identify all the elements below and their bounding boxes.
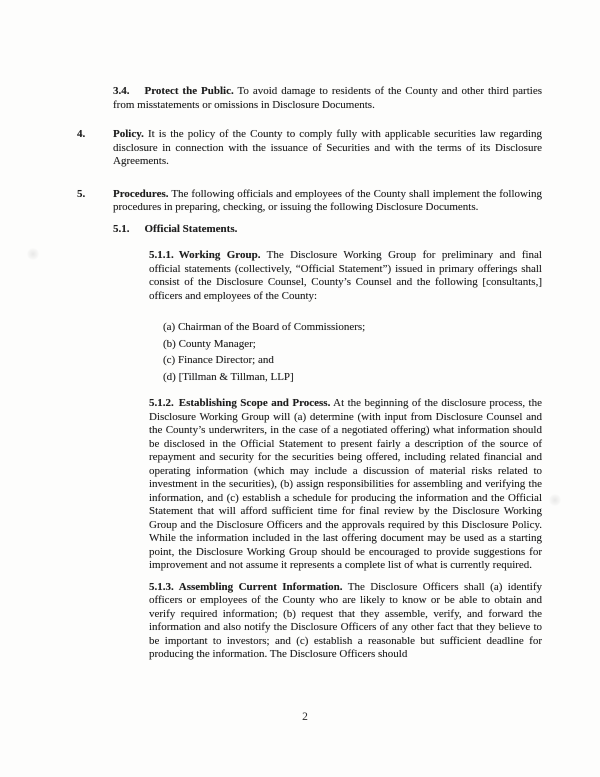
list-item: (c) Finance Director; and	[163, 354, 274, 366]
document-content	[0, 85, 600, 662]
section-5-1-3-title: Assembling Current Information.	[178, 580, 343, 593]
section-5-1-2	[149, 397, 542, 573]
section-4-number: 4.	[77, 128, 86, 140]
section-5-1-3-body: The Disclosure Officers shall (a) identify officers or employees of the County who are likely to know or be able to obtain and verify required information; (b) request that they assemble, verify, and forward the information and also notify the Disclosure Officers of any other fact that they believe to be important to investors; and (c) establish a reasonable but sufficient deadline for producing the information. The Disclosure Officers should	[149, 580, 542, 660]
section-5-1-1-body: The Disclosure Working Group for preliminary and final official statements (collectively, “Official Statement”) issued in primary offerings shall consist of the Disclosure Counsel, County’s Counsel and the following [consultants,] officers and employees of the County:	[149, 249, 542, 302]
section-5-1-2-number: 5.1.2.	[149, 397, 174, 409]
scan-smudge	[27, 248, 39, 260]
section-5-1-3	[149, 581, 542, 662]
section-3-4-number: 3.4.	[113, 85, 130, 97]
section-5-1-3-number: 5.1.3.	[149, 580, 174, 593]
page-number: 2	[302, 711, 308, 723]
list-item: (a) Chairman of the Board of Commissioners;	[163, 321, 366, 333]
section-4-body: It is the policy of the County to comply fully with applicable securities law regarding disclosure in connection with the issuance of Securities and with the terms of its Disclosure Agreements.	[113, 128, 543, 167]
scan-smudge	[549, 494, 561, 506]
section-5-1-title: Official Statements.	[144, 222, 238, 235]
list-item: (d) [Tillman & Tillman, LLP]	[163, 370, 294, 383]
section-4	[77, 128, 543, 169]
working-group-list	[163, 319, 543, 385]
section-5-1-2-body: At the beginning of the disclosure process, the Disclosure Working Group will (a) determine (with input from Disclosure Counsel and the County’s underwriters, in the case of a negotiated offering) what information should be disclosed in the Official Statement to present fairly a description of the source of repayment and security for the securities being offered, including related financial and operating information (which may include a discussion of material risks related to investment in the securities), (b) assign responsibilities for assembling and verifying the information, and (c) establish a schedule for producing the information and the Official Statement that will afford sufficient time for final review by the Disclosure Working Group and the Disclosure Officers and the approvals required by this Disclosure Policy. While the information included in the last offering document may be used as a starting point, the Disclosure Working Group should be encouraged to provide suggestions for improvement and not assume it represents a complete list of what is currently required.	[149, 397, 542, 571]
section-4-title: Policy.	[113, 128, 144, 140]
section-5-1	[113, 223, 542, 237]
section-5-1-1	[149, 249, 542, 303]
list-item: (b) County Manager;	[163, 337, 256, 350]
section-5-body: The following officials and employees of the County shall implement the following procedures in preparing, checking, or issuing the following Disclosure Documents.	[113, 187, 542, 213]
section-5-1-1-title: Working Group.	[178, 249, 261, 261]
section-5-1-number: 5.1.	[113, 222, 130, 235]
section-3-4-title: Protect the Public.	[144, 85, 234, 97]
section-5-1-1-number: 5.1.1.	[149, 249, 174, 261]
section-3-4-body: To avoid damage to residents of the County and other third parties from misstatements or omissions in Disclosure Documents.	[113, 85, 542, 111]
section-5-title: Procedures.	[113, 187, 169, 200]
section-5	[77, 187, 542, 215]
section-5-1-2-title: Establishing Scope and Process.	[178, 397, 331, 409]
section-3-4	[113, 85, 542, 112]
section-5-number: 5.	[77, 187, 86, 200]
